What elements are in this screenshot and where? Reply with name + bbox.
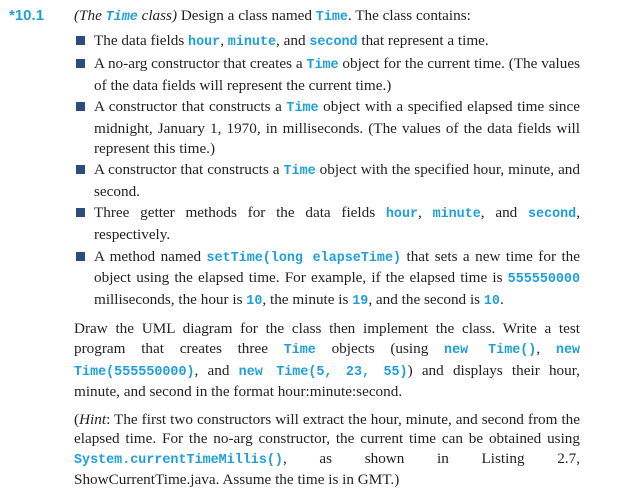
intro-code: Time (315, 10, 348, 25)
exercise-intro: (The Time class) Design a class named Time. The class contains: (74, 7, 471, 25)
exercise-number: *10.1 (9, 7, 45, 24)
hint-paragraph: (Hint: The first two constructors will extract the hour, minute, and second from the elapsed time. For the no-arg constructor, the current time can be obtained using System.currentTimeMillis(), as shown in Listing 2.7, ShowCurrentTime.java. Assume the time is in GMT.) (74, 410, 580, 489)
list-item: A method named setTime(long elapseTime) that sets a new time for the object using the elapsed time. For example, if the elapsed time is 555550000 milliseconds, the hour is 10, the minute is 19, and the second is 10. (74, 247, 580, 312)
square-bullet-icon (76, 208, 85, 217)
square-bullet-icon (76, 165, 85, 174)
instructions-paragraph: Draw the UML diagram for the class then implement the class. Write a test program that creates three Time objects (using new Time(), new Time(555550000), and new Time(5, 23, 55)) and displays their hour, minute, and second in the format hour:minute:second. (74, 320, 581, 401)
square-bullet-icon (76, 252, 85, 261)
exercise-body (74, 6, 580, 490)
title-code: Time (105, 10, 138, 25)
list-item: The data fields hour, minute, and second that represent a time. (74, 31, 580, 53)
list-item: A no-arg constructor that creates a Time object for the current time. (The values of the data fields will represent the current time.) (74, 54, 580, 95)
square-bullet-icon (76, 102, 85, 111)
list-item: Three getter methods for the data fields hour, minute, and second, respectively. (74, 203, 580, 244)
square-bullet-icon (76, 36, 85, 45)
title-em: (The Time class) (74, 7, 178, 25)
square-bullet-icon (76, 59, 85, 68)
hint-label: Hint (79, 410, 107, 428)
list-item: A constructor that constructs a Time object with a specified elapsed time since midnight, January 1, 1970, in milliseconds. (The values of the data fields will represent this time.) (74, 97, 580, 158)
requirements-list (74, 31, 580, 312)
list-item: A constructor that constructs a Time object with the specified hour, minute, and second. (74, 160, 580, 201)
